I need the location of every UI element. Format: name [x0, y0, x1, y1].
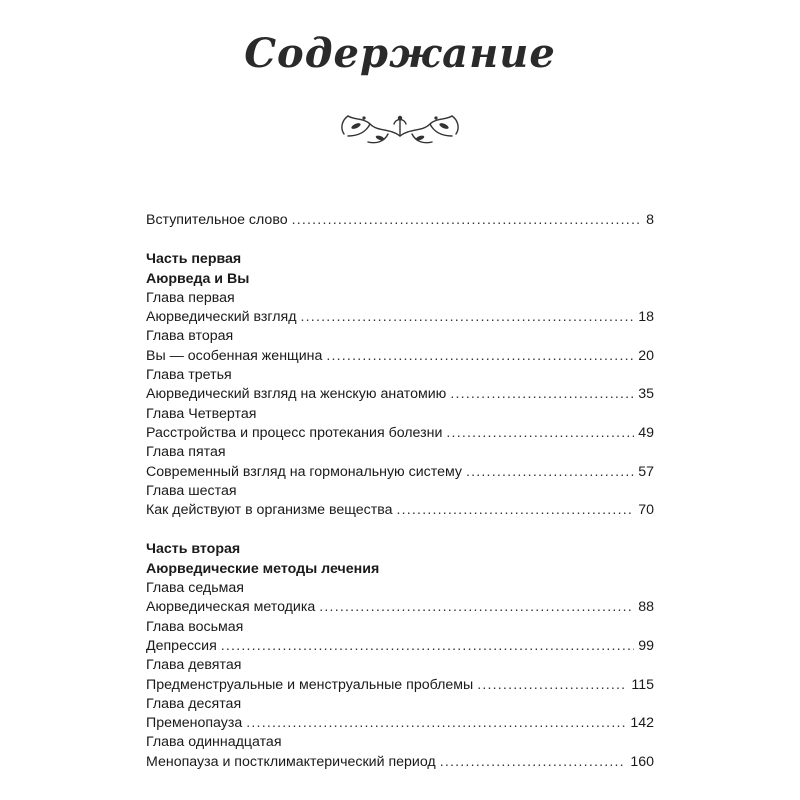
- part-title: Аюрведические методы лечения: [146, 560, 380, 577]
- leader-dots: [301, 308, 635, 327]
- chapter-heading: Глава пятая: [146, 444, 226, 461]
- toc-page-number: 18: [638, 309, 654, 326]
- chapter-heading: Глава одиннадцатая: [146, 734, 282, 751]
- leader-dots: [440, 753, 627, 772]
- leader-dots: [477, 676, 627, 695]
- toc-entry[interactable]: [146, 347, 654, 366]
- page-title: Содержание: [244, 30, 556, 77]
- toc-entry-title: Пременопауза: [146, 715, 243, 732]
- toc-entry-title: Аюрведический взгляд на женскую анатомию: [146, 386, 447, 403]
- part-label: Часть вторая: [146, 541, 241, 558]
- chapter-heading: Глава первая: [146, 289, 235, 306]
- toc-entry[interactable]: [146, 676, 654, 695]
- toc-entry-intro[interactable]: [146, 211, 654, 230]
- toc-entry[interactable]: [146, 598, 654, 617]
- toc-entry-title: Расстройства и процесс протекания болезни: [146, 424, 443, 441]
- toc-entry[interactable]: [146, 385, 654, 404]
- toc-entry[interactable]: [146, 753, 654, 772]
- toc-entry-title: Вступительное слово: [146, 212, 288, 228]
- toc-page-number: 115: [631, 676, 654, 693]
- chapter-heading: Глава десятая: [146, 695, 242, 712]
- toc-entry[interactable]: [146, 308, 654, 327]
- chapter-heading: Глава вторая: [146, 328, 234, 345]
- leader-dots: [221, 637, 634, 656]
- table-of-contents: [146, 211, 654, 772]
- toc-entry[interactable]: [146, 637, 654, 656]
- leader-dots: [319, 598, 634, 617]
- toc-entry-title: Аюрведический взгляд: [146, 309, 297, 326]
- leader-dots: [466, 463, 634, 482]
- toc-page-number: 142: [630, 715, 654, 732]
- toc-page-number: 88: [638, 599, 654, 616]
- toc-entry-title: Аюрведическая методика: [146, 599, 316, 616]
- leader-dots: [396, 501, 634, 520]
- toc-page-number: 49: [638, 424, 654, 441]
- chapter-heading: Глава седьмая: [146, 580, 244, 597]
- toc-page-number: 8: [646, 212, 654, 228]
- toc-entry-title: Современный взгляд на гормональную систему: [146, 463, 462, 480]
- chapter-heading: Глава третья: [146, 367, 232, 384]
- chapter-heading: Глава Четвертая: [146, 405, 257, 422]
- toc-page-number: 57: [638, 463, 654, 480]
- toc-entry-title: Вы — особенная женщина: [146, 347, 323, 364]
- toc-entry-title: Депрессия: [146, 637, 217, 654]
- toc-entry[interactable]: [146, 714, 654, 733]
- toc-page-number: 99: [638, 637, 654, 654]
- chapter-heading: Глава восьмая: [146, 618, 244, 635]
- toc-page-number: 160: [630, 753, 654, 770]
- toc-page-number: 20: [638, 347, 654, 364]
- floral-ornament-icon: [330, 106, 470, 150]
- part-label: Часть первая: [146, 251, 242, 268]
- leader-dots: [246, 714, 626, 733]
- toc-entry[interactable]: [146, 501, 654, 520]
- toc-entry[interactable]: [146, 424, 654, 443]
- toc-entry-title: Менопауза и постклимактерический период: [146, 753, 436, 770]
- toc-entry[interactable]: [146, 463, 654, 482]
- leader-dots: [446, 424, 634, 443]
- toc-page-number: 70: [638, 502, 654, 519]
- toc-entry-title: Как действуют в организме вещества: [146, 502, 393, 519]
- leader-dots: [450, 385, 634, 404]
- toc-entry-title: Предменструальные и менструальные проблемы: [146, 676, 474, 693]
- chapter-heading: Глава девятая: [146, 657, 242, 674]
- part-title: Аюрведа и Вы: [146, 270, 250, 287]
- chapter-heading: Глава шестая: [146, 482, 237, 499]
- leader-dots: [292, 211, 643, 230]
- toc-page-number: 35: [638, 386, 654, 403]
- leader-dots: [326, 347, 634, 366]
